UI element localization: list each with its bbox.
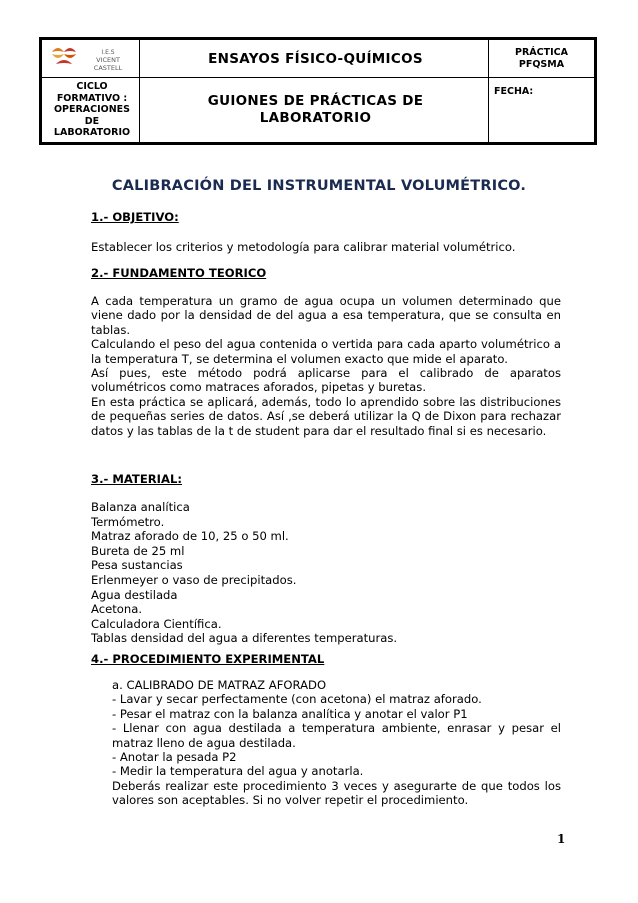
ciclo-line: FORMATIVO :: [56, 92, 128, 104]
list-item: Agua destilada: [91, 587, 178, 602]
subtitle-line: LABORATORIO: [259, 110, 372, 126]
procedimiento-heading-block: [91, 652, 561, 666]
list-item: - Anotar la pesada P2: [112, 750, 237, 765]
paragraph: A cada temperatura un gramo de agua ocupa un volumen determinado que viene dado por la densidad de del agua a esa temperatura, que se consulta en tablas.: [91, 294, 561, 337]
practica-code: PFQSMA: [518, 59, 565, 70]
svg-text:VICENT: VICENT: [96, 56, 120, 64]
header-table: [39, 37, 597, 145]
paragraph: Establecer los criterios y metodología para calibrar material volumétrico.: [91, 240, 516, 254]
subtitle-line: GUIONES DE PRÁCTICAS DE: [207, 93, 424, 109]
section-heading: 3.- MATERIAL:: [91, 472, 182, 486]
list-item: Acetona.: [91, 602, 143, 617]
list-item: - Llenar con agua destilada a temperatura ambiente, enrasar y pesar el matraz lleno de agua destilada.: [112, 721, 561, 750]
list-item: - Medir la temperatura del agua y anotarla.: [112, 764, 364, 779]
list-item: Bureta de 25 ml: [91, 543, 185, 558]
procedimiento-list: [91, 678, 561, 808]
fundamento-heading-block: [91, 266, 561, 280]
list-item: Balanza analítica: [91, 500, 190, 514]
practica-label: PRÁCTICA: [515, 47, 568, 58]
list-item: Erlenmeyer o vaso de precipitados.: [91, 572, 297, 587]
section-heading: 4.- PROCEDIMIENTO EXPERIMENTAL: [91, 652, 325, 666]
section-heading: 2.- FUNDAMENTO TEORICO: [91, 266, 267, 280]
fundamento-body: [91, 294, 561, 438]
material-list: [91, 500, 561, 646]
paragraph: Así pues, este método podrá aplicarse para el calibrado de aparatos volumétricos como matraces aforados, pipetas y buretas.: [91, 366, 561, 395]
list-item: Calculadora Científica.: [91, 616, 222, 631]
list-item: Deberás realizar este procedimiento 3 veces y asegurarte de que todos los valores son aceptables. Si no volver repetir el procedimiento.: [112, 778, 561, 808]
school-logo: [46, 42, 138, 76]
objetivo-section: [91, 210, 561, 224]
list-item: - Lavar y secar perfectamente (con acetona) el matraz aforado.: [112, 692, 482, 707]
fecha-label: FECHA:: [494, 86, 534, 97]
objetivo-body: [91, 240, 561, 254]
header-subtitle: [142, 78, 489, 142]
paragraph: En esta práctica se aplicará, además, todo lo aprendido sobre las distribuciones de pequeñas series de datos. Así ,se deberá utilizar la Q de Dixon para rechazar datos y las tablas de la t de student para dar el resultado final si es necesario.: [91, 394, 561, 438]
practica-cell: [489, 40, 594, 78]
material-heading-block: [91, 472, 561, 486]
list-item: a. CALIBRADO DE MATRAZ AFORADO: [112, 678, 327, 692]
ciclo-cell: [42, 78, 142, 142]
list-item: - Pesar el matraz con la balanza analítica y anotar el valor P1: [112, 706, 468, 721]
list-item: Matraz aforado de 10, 25 o 50 ml.: [91, 529, 289, 544]
list-item: Termómetro.: [91, 514, 165, 529]
list-item: Tablas densidad del agua a diferentes temperaturas.: [91, 631, 398, 646]
section-heading: 1.- OBJETIVO:: [91, 210, 179, 224]
ciclo-line: CICLO: [76, 81, 108, 93]
list-item: Pesa sustancias: [91, 558, 183, 573]
ciclo-line: OPERACIONES: [53, 104, 131, 116]
page-number: 1: [557, 832, 566, 846]
svg-text:CASTELL: CASTELL: [93, 64, 123, 72]
document-title: CALIBRACIÓN DEL INSTRUMENTAL VOLUMÉTRICO.: [111, 178, 527, 194]
ciclo-line: LABORATORIO: [53, 127, 131, 139]
ciclo-line: DE: [84, 115, 100, 127]
svg-text:I.E.S: I.E.S: [101, 49, 115, 56]
header-title: ENSAYOS FÍSICO-QUÍMICOS: [208, 51, 423, 67]
paragraph: Calculando el peso del agua contenida o vertida para cada aparto volumétrico a la temperatura T, se determina el volumen exacto que mide el aparato.: [91, 337, 561, 366]
